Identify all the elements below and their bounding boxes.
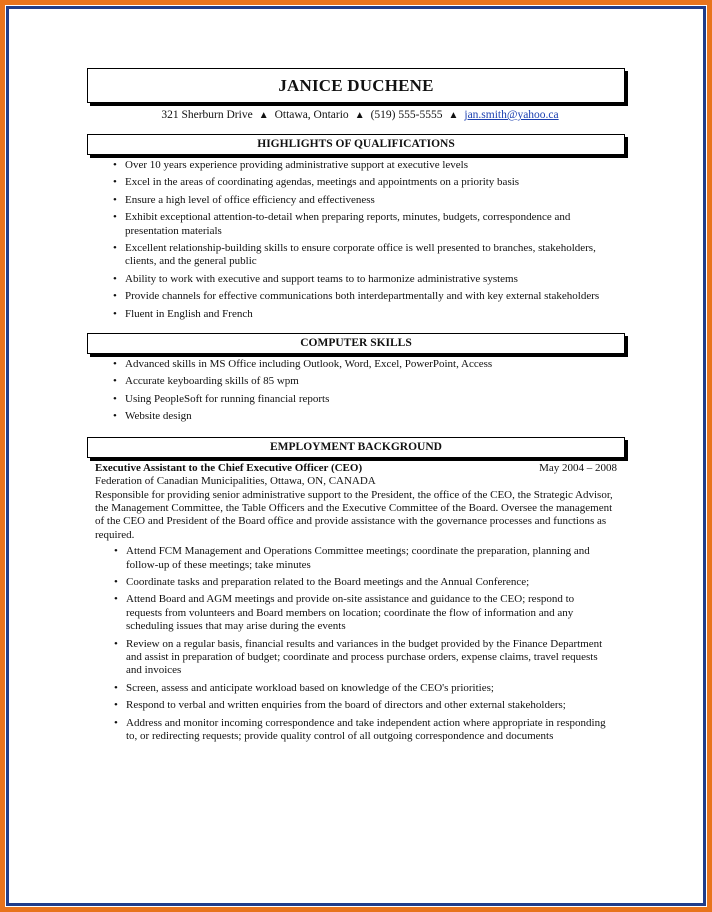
contact-line	[95, 109, 625, 125]
resume-page	[95, 68, 625, 747]
list-item: • Exhibit exceptional attention-to-detail when preparing reports, minutes, budgets, correspondence and presentation materials	[125, 211, 625, 238]
contact-city: Ottawa, Ontario	[274, 109, 349, 121]
contact-email-link[interactable]: jan.smith@yahoo.ca	[464, 109, 559, 121]
triangle-separator-icon: ▲	[448, 110, 459, 121]
list-item: • Accurate keyboarding skills of 85 wpm	[125, 375, 625, 388]
contact-address: 321 Sherburn Drive	[161, 109, 253, 121]
highlights-list	[95, 159, 625, 321]
contact-phone: (519) 555-5555	[370, 109, 443, 121]
section-heading-highlights: HIGHLIGHTS OF QUALIFICATIONS	[87, 134, 625, 155]
job-dates: May 2004 – 2008	[539, 461, 617, 474]
section-heading-employment: EMPLOYMENT BACKGROUND	[87, 437, 625, 458]
list-item: • Ability to work with executive and support teams to to harmonize administrative systems	[125, 273, 625, 286]
list-item: • Respond to verbal and written enquiries from the board of directors and other external stakeholders;	[126, 699, 625, 712]
list-item: • Address and monitor incoming correspondence and take independent action where appropriate in responding to, or redirecting requests; provide quality control of all outgoing correspondence and documents	[126, 717, 625, 744]
computer-skills-list	[95, 358, 625, 424]
list-item: • Excel in the areas of coordinating agendas, meetings and appointments on a priority basis	[125, 176, 625, 189]
triangle-separator-icon: ▲	[258, 110, 269, 121]
list-item: • Fluent in English and French	[125, 308, 625, 321]
job-title: Executive Assistant to the Chief Executive Officer (CEO)	[95, 461, 363, 474]
list-item: • Review on a regular basis, financial results and variances in the budget provided by the Finance Department and assist in preparation of budget; coordinate and process purchase orders, expense claims, travel requests and invoices	[126, 638, 625, 678]
list-item: • Excellent relationship-building skills to ensure corporate office is well presented to branches, stakeholders, clients, and the general public	[125, 242, 625, 269]
list-item: • Advanced skills in MS Office including Outlook, Word, Excel, PowerPoint, Access	[125, 358, 625, 371]
job-organization: Federation of Canadian Municipalities, Ottawa, ON, CANADA	[95, 475, 376, 488]
list-item: • Over 10 years experience providing administrative support at executive levels	[125, 159, 625, 172]
list-item: • Website design	[125, 410, 625, 423]
list-item: • Ensure a high level of office efficiency and effectiveness	[125, 194, 625, 207]
list-item: • Using PeopleSoft for running financial reports	[125, 393, 625, 406]
triangle-separator-icon: ▲	[354, 110, 365, 121]
job-duties-list	[95, 545, 625, 743]
job-description: Responsible for providing senior administrative support to the President, the office of the CEO, the Strategic Advisor, the Management Committee, the Table Officers and the Executive Committee of the Board. Oversee the management of the CEO and President of the Board office and provide assistance with the governance processes and functions as required.	[95, 488, 613, 541]
candidate-name: JANICE DUCHENE	[278, 76, 434, 95]
job-header	[95, 462, 625, 475]
name-header	[87, 68, 625, 103]
section-heading-computer-skills: COMPUTER SKILLS	[87, 333, 625, 354]
list-item: • Coordinate tasks and preparation related to the Board meetings and the Annual Conference;	[126, 576, 625, 589]
list-item: • Provide channels for effective communications both interdepartmentally and with key external stakeholders	[125, 290, 625, 303]
list-item: • Attend FCM Management and Operations Committee meetings; coordinate the preparation, planning and follow-up of these meetings; take minutes	[126, 545, 625, 572]
list-item: • Attend Board and AGM meetings and provide on-site assistance and guidance to the CEO; respond to requests from volunteers and Board members on location; coordinate the flow of information and any scheduling issues that may arise during the events	[126, 593, 625, 633]
list-item: • Screen, assess and anticipate workload based on knowledge of the CEO's priorities;	[126, 682, 625, 695]
